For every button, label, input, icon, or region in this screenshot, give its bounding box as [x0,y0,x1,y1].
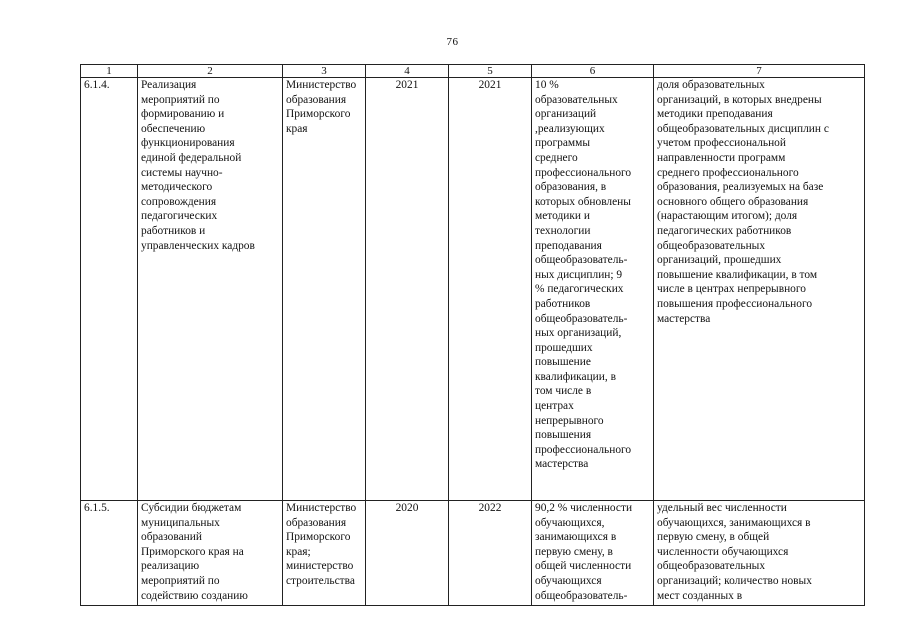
responsible-executor: Министерство образования Приморского края; министерство строительства [283,501,366,606]
table-row [81,501,865,606]
item-number: 6.1.4. [81,78,138,501]
indicator-link: удельный вес численности обучающихся, занимающихся в первую смену, в общей численности обучающихся общеобразовательных организаций; количество новых мест созданных в [654,501,865,606]
responsible-executor: Министерство образования Приморского края [283,78,366,501]
item-number: 6.1.5. [81,501,138,606]
column-number: 6 [532,65,654,78]
table-row [81,78,865,501]
measures-table [80,64,865,606]
expected-result: 90,2 % численности обучающихся, занимающихся в первую смену, в общей численности обучающихся общеобразователь- [532,501,654,606]
column-number: 7 [654,65,865,78]
column-number: 5 [449,65,532,78]
end-year: 2022 [449,501,532,606]
start-year: 2021 [366,78,449,501]
measure-title: Реализация мероприятий по формированию и обеспечению функционирования единой федеральной системы научно- методического сопровождения педагогических работников и управленческих кадров [138,78,283,501]
indicator-link: доля образовательных организаций, в которых внедрены методики преподавания общеобразовательных дисциплин с учетом профессиональной направленности программ среднего профессионального образования, реализуемых на базе основного общего образования (нарастающим итогом); доля педагогических работников общеобразовательных организаций, прошедших повышение квалификации, в том числе в центрах непрерывного повышения профессионального мастерства [654,78,865,501]
column-number: 2 [138,65,283,78]
end-year: 2021 [449,78,532,501]
column-number: 3 [283,65,366,78]
column-number: 1 [81,65,138,78]
page-number: 76 [446,36,459,48]
expected-result: 10 % образовательных организаций ,реализующих программы среднего профессионального образования, в которых обновлены методики и технологии преподавания общеобразователь- ных дисциплин; 9 % педагогических работников общеобразователь- ных организаций, прошедших повышение квалификации, в том числе в центрах непрерывного повышения профессионального мастерства [532,78,654,501]
column-number-row [81,65,865,78]
start-year: 2020 [366,501,449,606]
measure-title: Субсидии бюджетам муниципальных образований Приморского края на реализацию мероприятий по содействию созданию [138,501,283,606]
column-number: 4 [366,65,449,78]
